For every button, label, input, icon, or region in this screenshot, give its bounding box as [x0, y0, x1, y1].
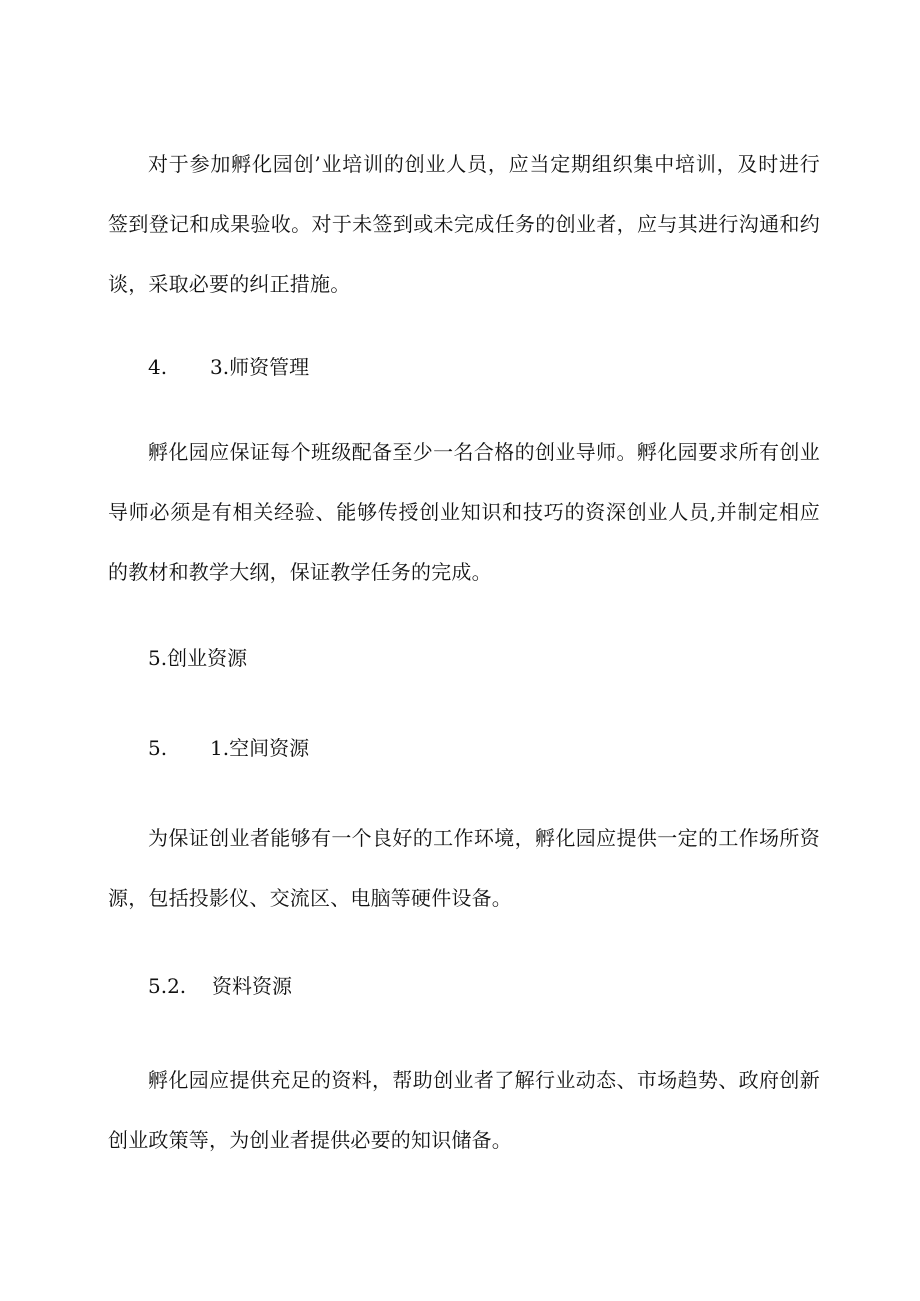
heading-startup-resources: 5.创业资源: [148, 646, 248, 670]
heading-number: 5.2.: [148, 974, 187, 998]
heading-material-resources: [148, 971, 292, 1001]
heading-teacher-management: [148, 352, 309, 382]
heading-title: 1.空间资源: [210, 736, 310, 760]
heading-number: 5.: [148, 736, 168, 760]
heading-title: 3.师资管理: [210, 355, 310, 379]
paragraph-workspace: 为保证创业者能够有一个良好的工作环境，孵化园应提供一定的工作场所资源，包括投影仪、交流区、电脑等硬件设备。: [108, 826, 820, 910]
paragraph-materials: 孵化园应提供充足的资料，帮助创业者了解行业动态、市场趋势、政府创新创业政策等，为创业者提供必要的知识储备。: [108, 1068, 820, 1152]
heading-space-resources: [148, 733, 309, 763]
paragraph-mentor-requirements: 孵化园应保证每个班级配备至少一名合格的创业导师。孵化园要求所有创业导师必须是有相关经验、能够传授创业知识和技巧的资深创业人员,并制定相应的教材和教学大纲，保证教学任务的完成。: [108, 440, 820, 584]
heading-title: 资料资源: [212, 974, 292, 998]
heading-number: 4.: [148, 355, 168, 379]
paragraph-training-signin: 对于参加孵化园创’业培训的创业人员，应当定期组织集中培训，及时进行签到登记和成果验收。对于未签到或未完成任务的创业者，应与其进行沟通和约谈，采取必要的纠正措施。: [108, 152, 820, 296]
